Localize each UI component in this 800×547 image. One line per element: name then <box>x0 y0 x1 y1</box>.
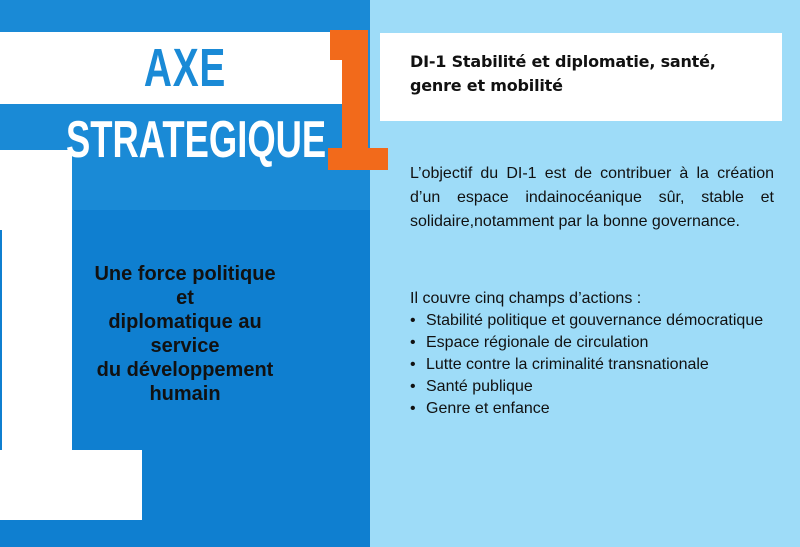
force-line: et <box>176 287 194 309</box>
list-item <box>410 376 770 398</box>
orange-number-one <box>328 30 390 170</box>
bullet: • <box>410 400 416 417</box>
strategique-heading: STRATEGIQUE <box>66 111 327 169</box>
bullet: • <box>410 312 416 329</box>
axe-heading: AXE <box>143 38 227 98</box>
list-item <box>410 332 770 354</box>
actions-intro: Il couvre cinq champs d’actions : <box>410 290 642 307</box>
action-label: Espace régionale de circulation <box>426 334 649 351</box>
list-item <box>410 310 770 332</box>
bullet: • <box>410 356 416 373</box>
action-label: Lutte contre la criminalité transnationale <box>426 356 709 373</box>
force-line: Une force politique <box>94 263 276 285</box>
force-line: service <box>150 335 220 357</box>
actions-list <box>410 310 770 420</box>
force-line: humain <box>149 383 221 405</box>
objective-paragraph: L’objectif du DI-1 est de contribuer à la création d’un espace indainocéanique sûr, stable et solidaire,notamment par la bonne governance. <box>410 165 774 230</box>
list-item <box>410 398 770 420</box>
force-line: diplomatique au <box>108 311 262 333</box>
force-line: du développement <box>96 359 274 381</box>
action-label: Santé publique <box>426 378 533 395</box>
action-label: Stabilité politique et gouvernance démocratique <box>426 312 764 329</box>
bullet: • <box>410 334 416 351</box>
right-title: DI-1 Stabilité et diplomatie, santé, genre et mobilité <box>410 52 716 95</box>
force-statement <box>60 262 310 406</box>
bullet: • <box>410 378 416 395</box>
list-item <box>410 354 770 376</box>
action-label: Genre et enfance <box>426 400 550 417</box>
